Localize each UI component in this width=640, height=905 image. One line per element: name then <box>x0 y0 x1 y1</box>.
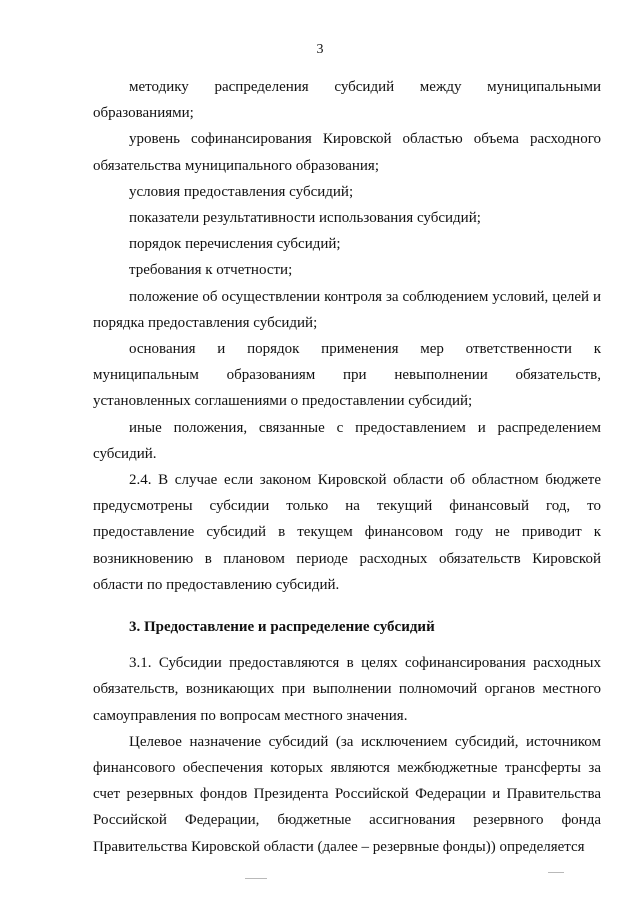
paragraph: методику распределения субсидий между муниципальными образованиями; <box>93 79 601 122</box>
document-body <box>93 74 601 860</box>
paragraph: условия предоставления субсидий; <box>129 183 354 200</box>
paragraph: требования к отчетности; <box>129 262 293 279</box>
paragraph: основания и порядок применения мер ответственности к муниципальным образованиям при невыполнении обязательств, установленных соглашениями о предоставлении субсидий; <box>93 341 601 410</box>
section-heading: 3. Предоставление и распределение субсидий <box>129 619 435 636</box>
page-number: 3 <box>316 42 324 57</box>
scan-artifact <box>245 878 267 879</box>
paragraph: 3.1. Субсидии предоставляются в целях софинансирования расходных обязательств, возникающих при выполнении полномочий органов местного самоуправления по вопросам местного значения. <box>93 655 601 724</box>
paragraph: 2.4. В случае если законом Кировской области об областном бюджете предусмотрены субсидии только на текущий финансовый год, то предоставление субсидий в текущем финансовом году не приводит к возникновению в плановом периоде расходных обязательств Кировской области по предоставлению субсидий. <box>93 472 601 593</box>
scan-artifact <box>548 872 564 873</box>
paragraph: показатели результативности использования субсидий; <box>129 210 481 227</box>
paragraph: иные положения, связанные с предоставлением и распределением субсидий. <box>93 419 601 462</box>
paragraph: Целевое назначение субсидий (за исключением субсидий, источником финансового обеспечения которых являются межбюджетные трансферты за счет резервных фондов Президента Российской Федерации и Правительства Российской Федерации, бюджетные ассигнования резервного фонда Правительства Кировской области (далее – резервные фонды)) определяется <box>93 733 601 855</box>
paragraph: уровень софинансирования Кировской областью объема расходного обязательства муниципального образования; <box>93 131 601 174</box>
paragraph: порядок перечисления субсидий; <box>129 236 341 253</box>
paragraph: положение об осуществлении контроля за соблюдением условий, целей и порядка предоставления субсидий; <box>93 288 601 331</box>
